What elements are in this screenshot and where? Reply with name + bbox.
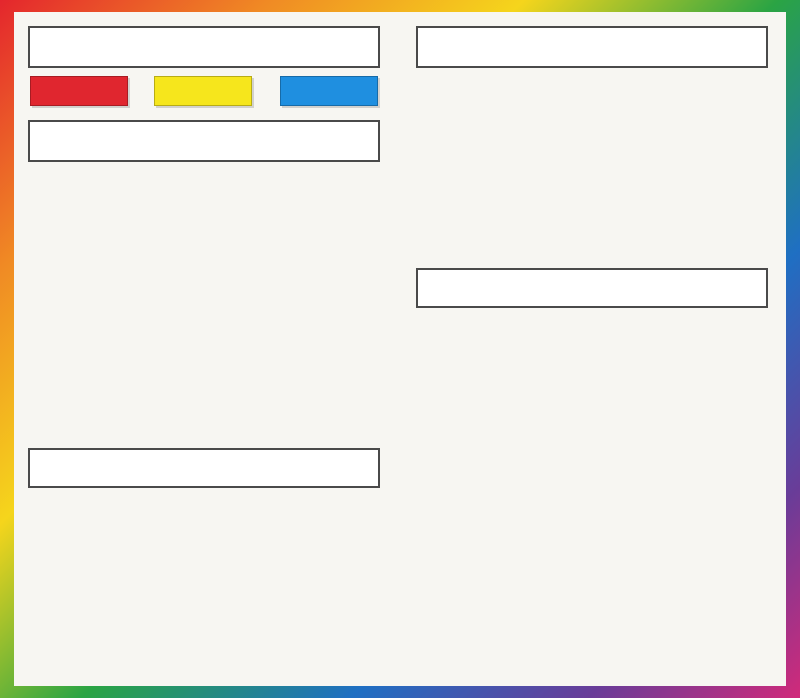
warmcold-title-box: [28, 448, 380, 488]
primary-chip-red: [30, 76, 128, 106]
transition-title-box: [28, 120, 380, 162]
poster: [14, 12, 786, 686]
tone-heading: [418, 456, 422, 478]
primary-title-box: [28, 26, 380, 68]
tints-title-box: [416, 268, 768, 308]
tint-heading: [418, 350, 422, 372]
secondary-title-box: [416, 26, 768, 68]
primary-chip-yellow: [154, 76, 252, 106]
primary-chip-blue: [280, 76, 378, 106]
shade-heading: [418, 560, 422, 582]
